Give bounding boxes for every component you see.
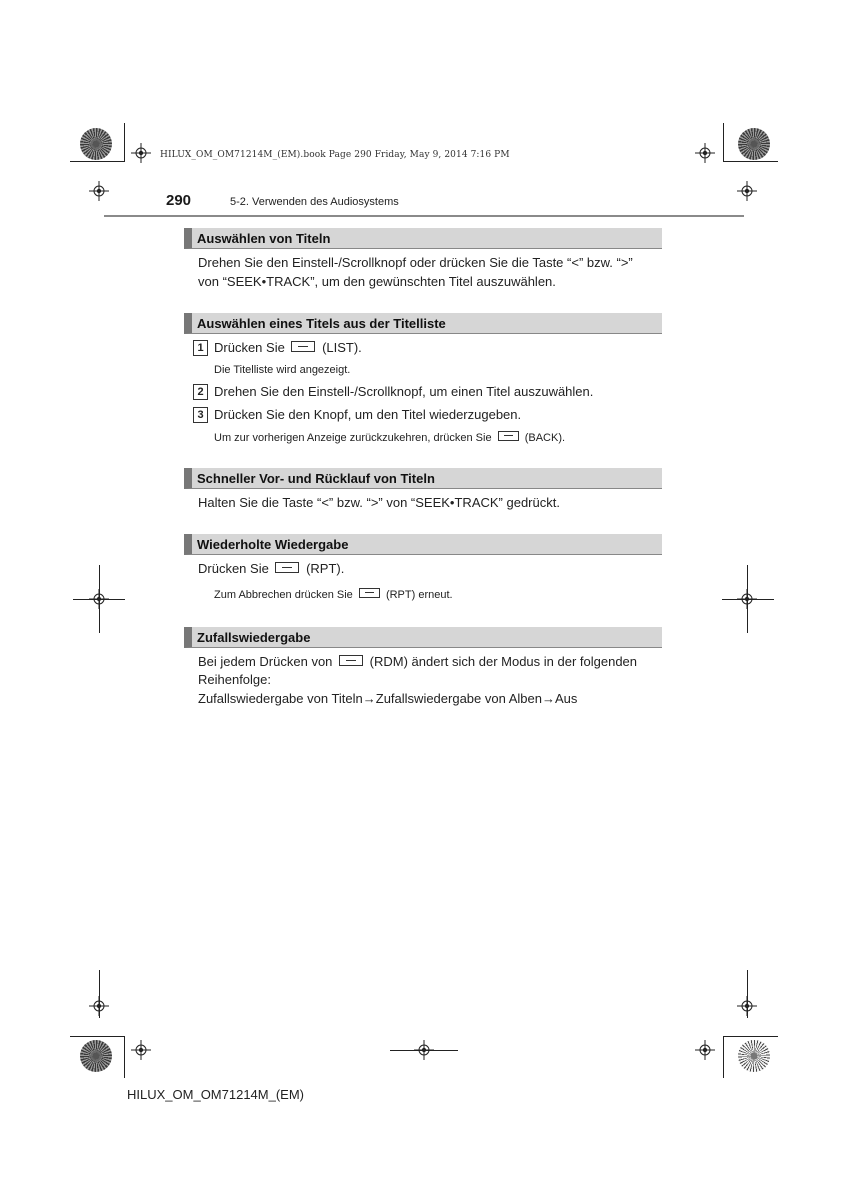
step-number: 1 — [193, 340, 208, 356]
section-title: 5-2. Verwenden des Audiosystems — [230, 196, 399, 208]
step-item — [193, 383, 593, 401]
crop-mark — [70, 161, 125, 162]
heading-fast-forward — [184, 468, 662, 489]
color-registration-wheel — [738, 128, 770, 160]
step-item — [193, 339, 362, 357]
text-part: Bei jedem Drücken von — [198, 654, 333, 669]
crop-mark — [723, 161, 778, 162]
heading-text: Schneller Vor- und Rücklauf von Titeln — [197, 471, 435, 486]
screen-button-icon — [291, 341, 315, 352]
color-registration-wheel — [80, 128, 112, 160]
body-text: Reihenfolge: — [198, 672, 271, 687]
text-part: (RPT). — [306, 561, 345, 576]
mode-sequence — [198, 690, 577, 708]
step-note — [214, 431, 565, 444]
step-number: 3 — [193, 407, 208, 423]
note-text: Um zur vorherigen Anzeige zurückzukehren, drücken Sie — [214, 432, 492, 444]
page-number: 290 — [166, 192, 192, 209]
screen-button-icon — [359, 588, 380, 598]
crop-mark — [723, 1036, 778, 1037]
print-info-line: HILUX_OM_OM71214M_(EM).book Page 290 Friday, May 9, 2014 7:16 PM — [160, 150, 510, 160]
footer-book-id: HILUX_OM_OM71214M_(EM) — [127, 1087, 304, 1102]
screen-button-icon — [275, 562, 299, 573]
color-registration-wheel — [80, 1040, 112, 1072]
body-text — [198, 560, 344, 578]
header-rule — [104, 215, 744, 217]
registration-crosshair-icon — [89, 996, 109, 1016]
registration-crosshair-icon — [131, 143, 151, 163]
text-part: (RDM) ändert sich der Modus in der folgenden — [369, 654, 638, 669]
note-text: (BACK). — [524, 432, 566, 444]
step-note: Die Titelliste wird angezeigt. — [214, 364, 351, 376]
step-note — [214, 588, 453, 601]
step-text: Drehen Sie den Einstell-/Scrollknopf, um einen Titel auszuwählen. — [214, 384, 594, 399]
crop-mark — [124, 123, 125, 161]
body-text — [198, 653, 637, 671]
registration-crosshair-icon — [131, 1040, 151, 1060]
heading-text: Auswählen eines Titels aus der Titelliste — [197, 316, 446, 331]
registration-crosshair-icon — [737, 181, 757, 201]
registration-crosshair-icon — [414, 1040, 434, 1060]
text-part: Drücken Sie — [198, 561, 269, 576]
step-item — [193, 406, 521, 424]
mode-item: Zufallswiedergabe von Titeln — [198, 691, 363, 706]
mode-item: Zufallswiedergabe von Alben — [375, 691, 542, 706]
crop-mark — [70, 1036, 125, 1037]
crop-mark — [73, 599, 125, 600]
heading-select-from-list — [184, 313, 662, 334]
step-text: Drücken Sie — [214, 340, 285, 355]
body-text: von “SEEK•TRACK”, um den gewünschten Titel auszuwählen. — [198, 274, 556, 289]
arrow-icon: → — [362, 691, 376, 706]
crop-mark — [722, 599, 774, 600]
color-registration-wheel — [738, 1040, 770, 1072]
crop-mark — [723, 1036, 724, 1078]
heading-shuffle — [184, 627, 662, 648]
body-text: Halten Sie die Taste “<” bzw. “>” von “SEEK•TRACK” gedrückt. — [198, 495, 560, 510]
heading-text: Wiederholte Wiedergabe — [197, 537, 349, 552]
note-text: Zum Abbrechen drücken Sie — [214, 589, 353, 601]
step-text: (LIST). — [322, 340, 362, 355]
arrow-icon: → — [542, 691, 555, 706]
body-text: Drehen Sie den Einstell-/Scrollknopf oder drücken Sie die Taste “<” bzw. “>” — [198, 255, 633, 270]
heading-select-tracks — [184, 228, 662, 249]
registration-crosshair-icon — [695, 143, 715, 163]
step-text: Drücken Sie den Knopf, um den Titel wiederzugeben. — [214, 407, 522, 422]
heading-text: Auswählen von Titeln — [197, 231, 331, 246]
note-text: (RPT) erneut. — [385, 589, 453, 601]
step-number: 2 — [193, 384, 208, 400]
registration-crosshair-icon — [695, 1040, 715, 1060]
screen-button-icon — [339, 655, 363, 666]
registration-crosshair-icon — [89, 181, 109, 201]
registration-crosshair-icon — [737, 996, 757, 1016]
mode-item: Aus — [555, 691, 578, 706]
heading-repeat — [184, 534, 662, 555]
screen-button-icon — [498, 431, 519, 441]
heading-text: Zufallswiedergabe — [197, 630, 311, 645]
crop-mark — [723, 123, 724, 161]
crop-mark — [124, 1036, 125, 1078]
